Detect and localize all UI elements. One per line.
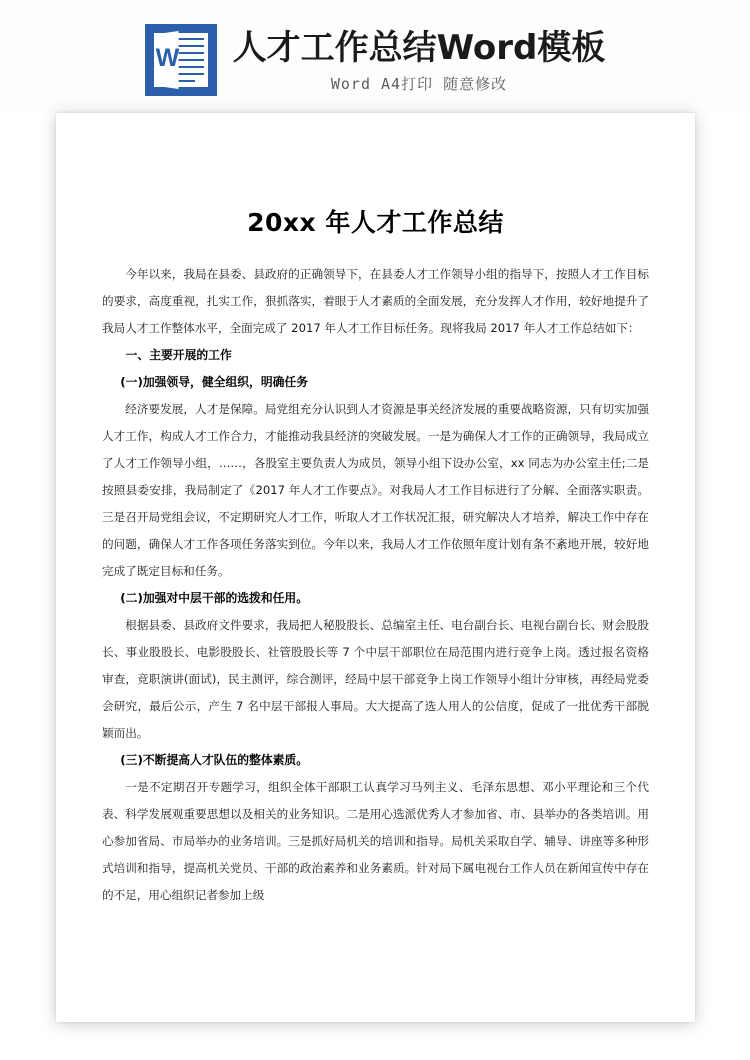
- word-icon-letter: W: [155, 44, 180, 72]
- document-content: [102, 261, 649, 909]
- page-banner: [0, 0, 750, 113]
- subsection-heading: (二)加强对中层干部的选拨和任用。: [120, 591, 309, 605]
- subsection-heading: (三)不断提高人才队伍的整体素质。: [120, 753, 309, 767]
- banner-subtitle: Word A4打印 随意修改: [330, 75, 508, 93]
- word-icon-text-lines: [176, 37, 204, 83]
- section-heading: 一、主要开展的工作: [125, 348, 232, 362]
- document-page: [56, 113, 695, 1022]
- document-body: [56, 203, 695, 909]
- body-paragraph: 今年以来，我局在县委、县政府的正确领导下，在县委人才工作领导小组的指导下，按照人才工作目标的要求，高度重视，扎实工作，狠抓落实，着眼于人才素质的全面发展，充分发挥人才作用，较好地提升了我局人才工作整体水平，全面完成了 2017 年人才工作目标任务。现将我局 2017 年人才工作总结如下：: [102, 267, 649, 335]
- document-title: 20xx 年人才工作总结: [247, 208, 504, 237]
- body-paragraph: 经济要发展，人才是保障。局党组充分认识到人才资源是事关经济发展的重要战略资源，只有切实加强人才工作，构成人才工作合力，才能推动我县经济的突破发展。一是为确保人才工作的正确领导，我局成立了人才工作领导小组，……，各股室主要负责人为成员，领导小组下设办公室，xx 同志为办公室主任;二是按照县委安排，我局制定了《2017 年人才工作要点》。对我局人才工作目标进行了分解、全面落实职责。三是召开局党组会议，不定期研究人才工作，听取人才工作状况汇报，研究解决人才培养，解决工作中存在的问题，确保人才工作各项任务落实到位。今年以来，我局人才工作依照年度计划有条不紊地开展，较好地完成了既定目标和任务。: [102, 402, 649, 578]
- word-document-icon: [145, 24, 217, 96]
- body-paragraph: 一是不定期召开专题学习，组织全体干部职工认真学习马列主义、毛泽东思想、邓小平理论和三个代表、科学发展观重要思想以及相关的业务知识。二是用心选派优秀人才参加省、市、县举办的各类培训。用心参加省局、市局举办的业务培训。三是抓好局机关的培训和指导。局机关采取自学、辅导、讲座等多种形式培训和指导，提高机关党员、干部的政治素养和业务素质。针对局下属电视台工作人员在新闻宣传中存在的不足，用心组织记者参加上级: [102, 780, 649, 902]
- subsection-heading: (一)加强领导，健全组织，明确任务: [120, 375, 309, 389]
- banner-text-group: [233, 24, 606, 96]
- body-paragraph: 根据县委、县政府文件要求，我局把人秘股股长、总编室主任、电台副台长、电视台副台长、财会股股长、事业股股长、电影股股长、社管股股长等 7 个中层干部职位在局范围内进行竞争上岗。透过报名资格审查，竞职演讲(面试)，民主测评，综合测评，经局中层干部竞争上岗工作领导小组计分审核，再经局党委会研究，最后公示，产生 7 名中层干部报人事局。大大提高了选人用人的公信度，促成了一批优秀干部脱颖而出。: [102, 618, 649, 740]
- banner-content: [145, 24, 606, 96]
- banner-title: 人才工作总结Word模板: [232, 28, 606, 68]
